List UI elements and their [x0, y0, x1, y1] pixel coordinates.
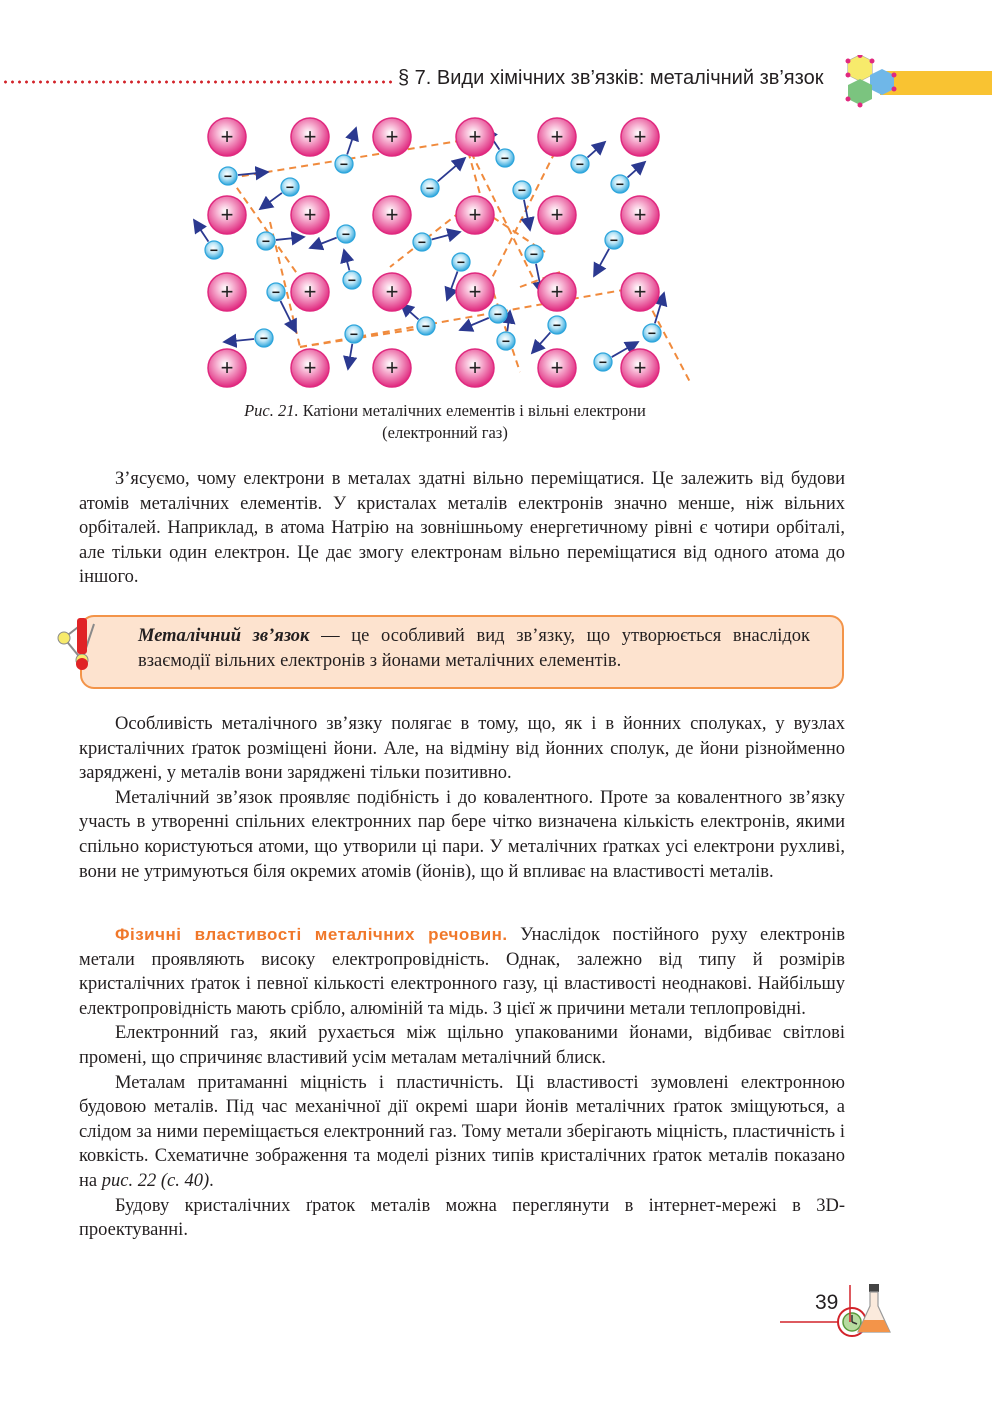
electron-motion-arrow [347, 128, 356, 155]
electron-motion-arrow [460, 318, 489, 330]
cation-lattice [208, 118, 659, 387]
section-physical-properties [79, 923, 845, 1243]
figure-reference: рис. 22 (с. 40) [101, 1170, 210, 1191]
electron-charge: − [552, 317, 562, 333]
cation-charge: + [220, 124, 234, 149]
definition-term: Металічний зв’язок [138, 626, 310, 646]
caption-text-2: (електронний газ) [382, 423, 508, 442]
paragraph-5-text: Металам притаманні міцність і пластичність. Ці властивості зумовлені електронною будовою металів. Під час механічної дії окремі шари йонів металічних ґраток зміщуються, а слідом за ними переміщається електронний газ. Тому метали зберігають міцність, пластичність і ковкість. Схематичне зображення та моделі різних типів кристалічних ґраток металів показано на [79, 1072, 845, 1191]
electron-path-line [300, 327, 430, 347]
electron-charge: − [209, 242, 219, 258]
cation-charge: + [385, 124, 399, 149]
running-header: § 7. Види хімічних зв’язків: металічний зв’язок [398, 67, 824, 89]
cation-charge: + [633, 124, 647, 149]
definition-text [138, 624, 810, 673]
cation-charge: + [468, 355, 482, 380]
caption-text: Катіони металічних елементів і вільні електрони [298, 401, 646, 420]
electron-charge: − [501, 333, 511, 349]
electron-charge: − [417, 234, 427, 250]
section-text: Унаслідок постійного руху електронів метали проявляють високу електропровідність. Однак, залежно від типу й розмірів кристалічних ґраток і певної кількості електронного газу, ці властивості неоднакові. Найбільшу електропровідність мають срібло, алюміній та мідь. З цієї ж причини метали теплопровідні. [79, 925, 846, 1019]
cation-charge: + [468, 202, 482, 227]
electron-motion-arrow [507, 311, 510, 331]
electron-charge: − [493, 306, 503, 322]
clock-flask-icon [780, 1280, 910, 1350]
cation-charge: + [303, 124, 317, 149]
electron-motion-arrow [524, 200, 530, 230]
electron-charge: − [347, 272, 357, 288]
cation-charge: + [385, 202, 399, 227]
electron-motion-arrow [260, 193, 282, 209]
cation-charge: + [550, 202, 564, 227]
paragraph-5 [79, 1071, 845, 1194]
electron-motion-arrow [276, 237, 304, 240]
paragraph-4-text: Електронний газ, який рухається між щільно упакованими йонами, відбиває світлові промені, що спричиняє властивий усім металам металічний блиск. [79, 1023, 845, 1068]
electron-motion-arrow [438, 158, 465, 181]
header-dotted-line [2, 80, 392, 84]
paragraph-1-text: З’ясуємо, чому електрони в металах здатні вільно переміщатися. Це залежить від будови атомів металічних елементів. У кристалах металів електронів значно менше, ніж вільних орбіталей. Наприклад, в атома Натрію на зовнішньому енергетичному рівні є чотири орбіталі, але тільки один електрон. Це дає змогу електронам вільно переміщатися від одного атома до іншого. [79, 469, 845, 588]
electron-charge: − [223, 168, 233, 184]
cation-charge: + [468, 124, 482, 149]
cation-charge: + [220, 355, 234, 380]
free-electrons [205, 149, 661, 371]
electron-motion-arrow [628, 162, 645, 177]
cation-charge: + [633, 202, 647, 227]
cation-charge: + [385, 279, 399, 304]
electron-charge: − [575, 156, 585, 172]
electron-motion-arrow [532, 332, 550, 353]
electron-motion-arrow [432, 232, 460, 239]
electron-motion-arrow [310, 238, 337, 248]
cation-charge: + [550, 355, 564, 380]
paragraph-2 [79, 712, 845, 884]
electron-charge: − [285, 179, 295, 195]
paragraph-2-text: Особливість металічного зв’язку полягає в тому, що, як і в йонних сполуках, у вузлах кристалічних ґраток розміщені йони. Але, на відміну від йонних сполук, де йони різнойменно заряджені, у металів вони заряджені тільки позитивно. [79, 714, 845, 784]
electron-charge: − [517, 182, 527, 198]
paragraph-5-end: . [209, 1170, 214, 1191]
electron-charge: − [456, 254, 466, 270]
paragraph-6-text: Будову кристалічних ґраток металів можна переглянути в інтернет-мережі в 3D-проектуванні. [79, 1195, 845, 1241]
electron-motion-arrow [224, 339, 254, 342]
electron-motion-arrow [348, 344, 352, 369]
electron-charge: − [261, 233, 271, 249]
exclamation-molecule-icon [52, 612, 112, 684]
cation-charge: + [550, 124, 564, 149]
section-paragraph [79, 923, 845, 1021]
electron-charge: − [341, 226, 351, 242]
paragraph-3-text: Металічний зв’язок проявляє подібність і до ковалентного. Проте за ковалентного зв’язку участь в утворенні спільних електронних пар бере чітко визначена кількість електронів, якими спільно користуються атоми, що утворили ці пари. У металічних ґратках усі електрони рухливі, вони не утримуються біля окремих атомів (йонів), що й впливає на властивості металів. [79, 787, 845, 882]
electron-charge: − [421, 318, 431, 334]
caption-label: Рис. 21. [244, 401, 299, 420]
cation-charge: + [303, 355, 317, 380]
cation-charge: + [468, 279, 482, 304]
page-number: 39 [815, 1291, 839, 1314]
cation-charge: + [633, 355, 647, 380]
electron-motion-arrow [588, 142, 605, 157]
electron-motion-arrow [194, 220, 208, 242]
cation-charge: + [550, 279, 564, 304]
molecule-logo-icon [838, 55, 900, 117]
electron-charge: − [615, 176, 625, 192]
cations-electron-gas-figure [190, 112, 700, 392]
electron-charge: − [349, 326, 359, 342]
figure-caption [190, 400, 700, 444]
cation-charge: + [303, 202, 317, 227]
electron-charge: − [647, 325, 657, 341]
cation-charge: + [220, 279, 234, 304]
cation-charge: + [220, 202, 234, 227]
electron-charge: − [259, 330, 269, 346]
electron-motion-arrow [594, 249, 609, 276]
cation-charge: + [385, 355, 399, 380]
cation-charge: + [633, 279, 647, 304]
electron-charge: − [425, 180, 435, 196]
electron-motion-arrow [238, 172, 268, 175]
electron-charge: − [500, 150, 510, 166]
paragraph-1 [79, 467, 845, 590]
electron-charge: − [598, 354, 608, 370]
definition-body: — це особливий вид зв’язку, що утворюється внаслідок взаємодії вільних електронів з йонами металічних елементів. [138, 626, 811, 671]
electron-charge: − [529, 246, 539, 262]
electron-charge: − [609, 232, 619, 248]
electron-charge: − [339, 156, 349, 172]
electron-charge: − [271, 284, 281, 300]
electron-motion-arrow [344, 250, 349, 270]
section-heading: Фізичні властивості металічних речовин. [115, 925, 508, 944]
cation-charge: + [303, 279, 317, 304]
